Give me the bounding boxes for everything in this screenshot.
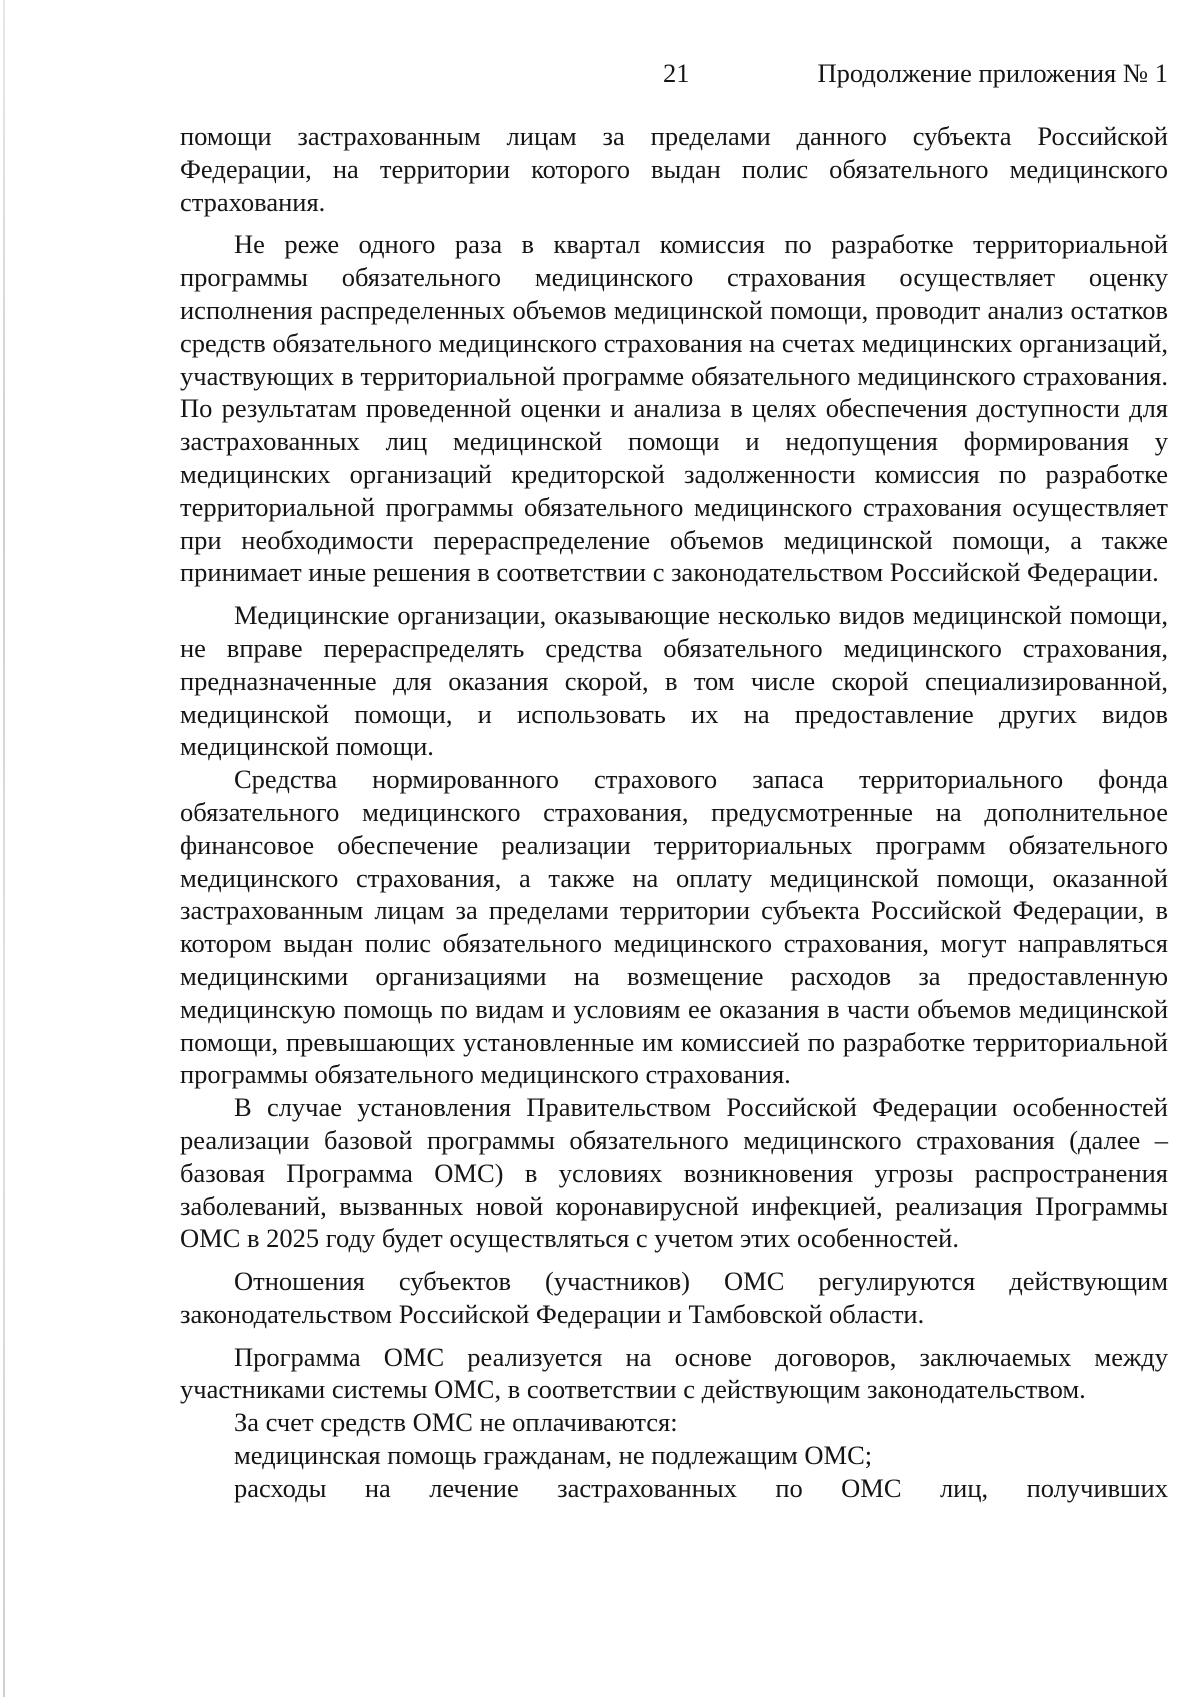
paragraph-8: За счет средств ОМС не оплачиваются:	[234, 1407, 678, 1438]
paragraph-10: расходы на лечение застрахованных по ОМС лиц, получивших	[234, 1472, 1168, 1503]
paragraph-1: помощи застрахованным лицам за пределами данного субъекта Российской Федерации, на территории которого выдан полис обязательного медицинского страхования.	[180, 121, 1168, 217]
paragraph-3: Медицинские организации, оказывающие несколько видов медицинской помощи, не вправе перераспределять средства обязательного медицинского страхования, предназначенные для оказания скорой, в том числе скорой специализированной, медицинской помощи, и использовать их на предоставление других видов медицинской помощи.	[180, 600, 1168, 762]
paragraph-6: Отношения субъектов (участников) ОМС регулируются действующим законодательством Российской Федерации и Тамбовской области.	[180, 1266, 1168, 1329]
document-body	[180, 120, 1168, 1505]
scan-edge-shadow	[3, 0, 5, 1697]
paragraph-9: медицинская помощь гражданам, не подлежащим ОМС;	[234, 1440, 873, 1471]
paragraph-5: В случае установления Правительством Российской Федерации особенностей реализации базовой программы обязательного медицинского страхования (далее – базовая Программа ОМС) в условиях возникновения угрозы распространения заболеваний, вызванных новой коронавирусной инфекцией, реализация Программы ОМС в 2025 году будет осуществляться с учетом этих особенностей.	[180, 1092, 1168, 1254]
paragraph-2: Не реже одного раза в квартал комиссия по разработке территориальной программы обязательного медицинского страхования осуществляет оценку исполнения распределенных объемов медицинской помощи, проводит анализ остатков средств обязательного медицинского страхования на счетах медицинских организаций, участвующих в территориальной программе обязательного медицинского страхования. По результатам проведенной оценки и анализа в целях обеспечения доступности для застрахованных лиц медицинской помощи и недопущения формирования у медицинских организаций кредиторской задолженности комиссия по разработке территориальной программы обязательного медицинского страхования осуществляет при необходимости перераспределение объемов медицинской помощи, а также принимает иные решения в соответствии с законодательством Российской Федерации.	[180, 229, 1168, 588]
paragraph-7: Программа ОМС реализуется на основе договоров, заключаемых между участниками системы ОМС, в соответствии с действующим законодательством.	[180, 1341, 1168, 1405]
page-number: 21	[663, 58, 690, 88]
appendix-continuation-label: Продолжение приложения № 1	[817, 58, 1168, 88]
paragraph-4: Средства нормированного страхового запаса территориального фонда обязательного медицинского страхования, предусмотренные на дополнительное финансовое обеспечение реализации территориальных программ обязательного медицинского страхования, а также на оплату медицинской помощи, оказанной застрахованным лицам за пределами территории субъекта Российской Федерации, в котором выдан полис обязательного медицинского страхования, могут направляться медицинскими организациями на возмещение расходов за предоставленную медицинскую помощь по видам и условиям ее оказания в части объемов медицинской помощи, превышающих установленные им комиссией по разработке территориальной программы обязательного медицинского страхования.	[180, 764, 1168, 1090]
page-header	[0, 58, 1200, 98]
